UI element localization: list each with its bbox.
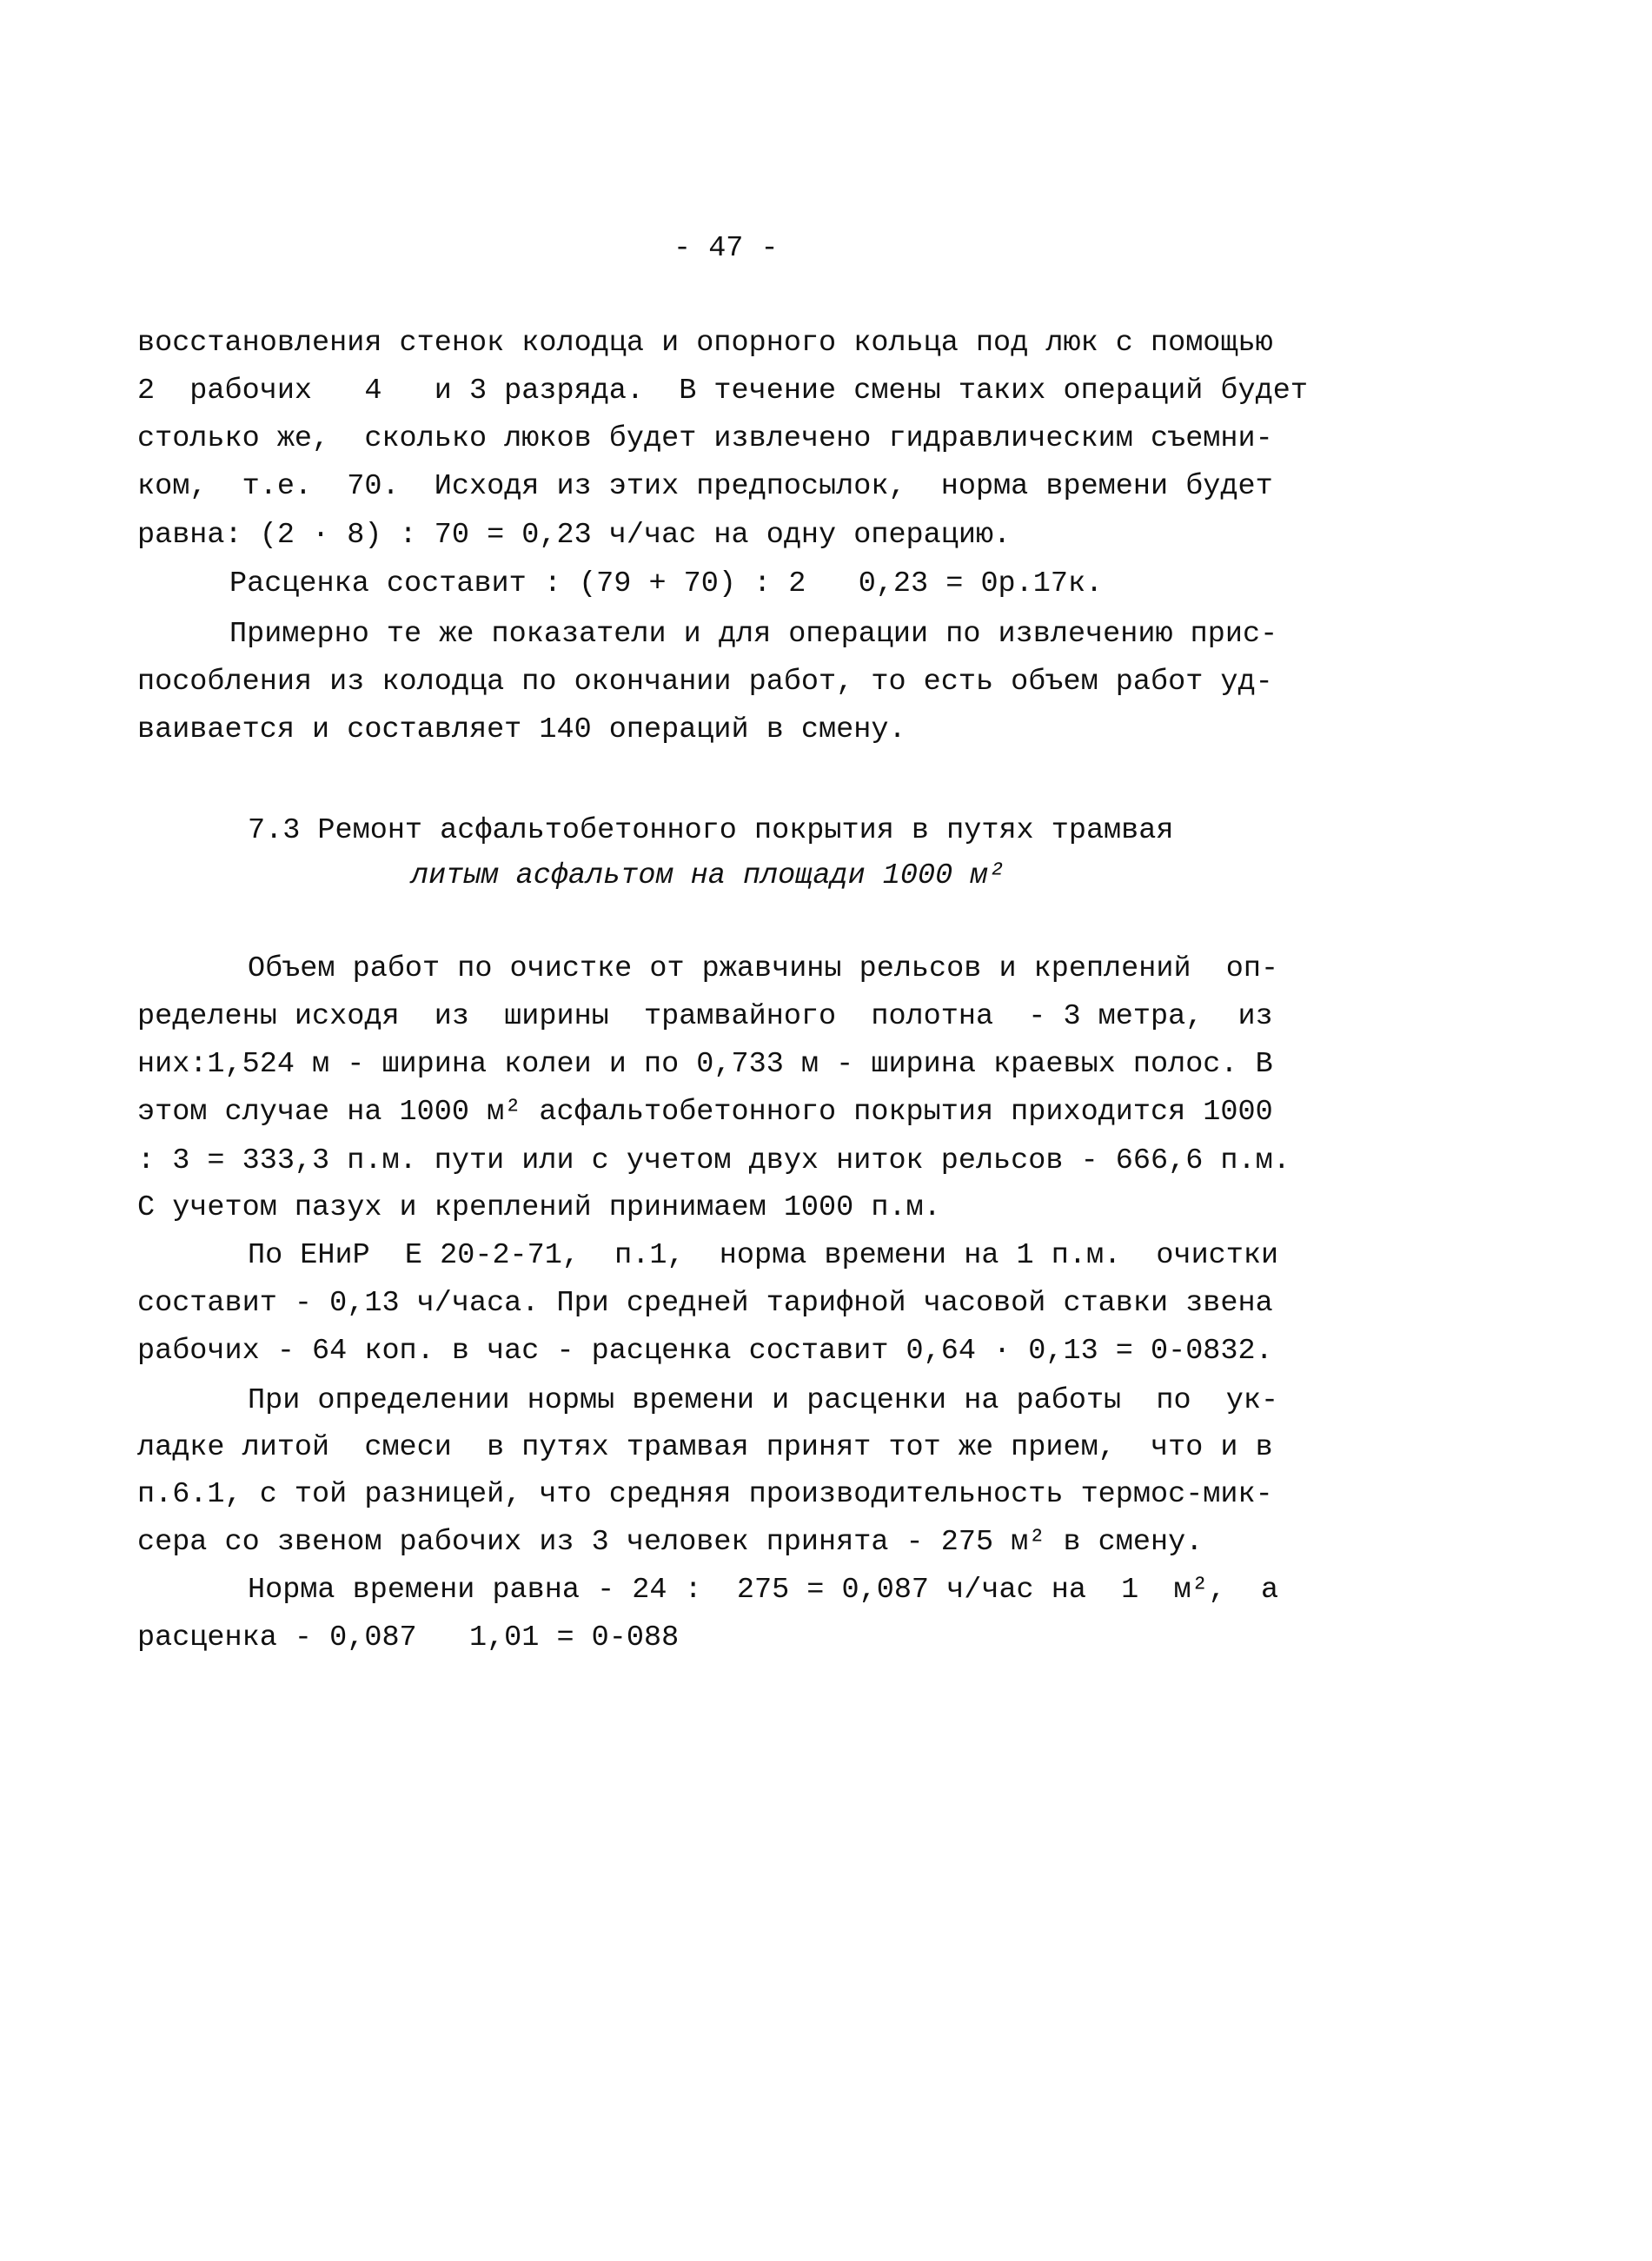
paragraph-1-line-4: ком, т.е. 70. Исходя из этих предпосылок, норма времени будет [137,470,1273,503]
paragraph-4-line-2: ределены исходя из ширины трамвайного полотна - 3 метра, из [137,1000,1273,1033]
page-number: - 47 - [673,232,779,265]
paragraph-7-line-1: Норма времени равна - 24 : 275 = 0,087 ч/час на 1 м², а [248,1574,1279,1607]
paragraph-4-line-1: Объем работ по очистке от ржавчины рельсов и креплений оп- [248,952,1279,985]
paragraph-1-line-5: равна: (2 · 8) : 70 = 0,23 ч/час на одну операцию. [137,519,1012,552]
paragraph-6-line-1: При определении нормы времени и расценки на работы по ук- [248,1384,1279,1417]
paragraph-6-line-3: п.6.1, с той разницей, что средняя производительность термос-мик- [137,1478,1273,1511]
paragraph-2: Расценка составит : (79 + 70) : 2 0,23 = 0р.17к. [229,567,1104,600]
paragraph-5-line-3: рабочих - 64 коп. в час - расценка составит 0,64 · 0,13 = 0-0832. [137,1335,1273,1368]
paragraph-5-line-1: По ЕНиР Е 20-2-71, п.1, норма времени на 1 п.м. очистки [248,1239,1279,1272]
section-heading-line-2: литым асфальтом на площади 1000 м² [411,859,1005,892]
paragraph-3-line-3: ваивается и составляет 140 операций в смену. [137,713,906,746]
paragraph-4-line-3: них:1,524 м - ширина колеи и по 0,733 м - ширина краевых полос. В [137,1048,1273,1081]
paragraph-3-line-1: Примерно те же показатели и для операции по извлечению прис- [229,618,1278,651]
paragraph-4-line-4: этом случае на 1000 м² асфальтобетонного покрытия приходится 1000 [137,1096,1273,1129]
paragraph-6-line-4: сера со звеном рабочих из 3 человек принята - 275 м² в смену. [137,1526,1204,1559]
paragraph-1-line-1: восстановления стенок колодца и опорного кольца под люк с помощью [137,327,1273,360]
paragraph-6-line-2: ладке литой смеси в путях трамвая принят тот же прием, что и в [137,1431,1273,1464]
section-heading-line-1: 7.3 Ремонт асфальтобетонного покрытия в путях трамвая [248,814,1174,847]
paragraph-3-line-2: пособления из колодца по окончании работ, то есть объем работ уд- [137,666,1273,699]
paragraph-1-line-3: столько же, сколько люков будет извлечено гидравлическим съемни- [137,422,1273,455]
paragraph-4-line-6: С учетом пазух и креплений принимаем 1000 п.м. [137,1191,941,1224]
paragraph-5-line-2: составит - 0,13 ч/часа. При средней тарифной часовой ставки звена [137,1287,1273,1320]
paragraph-7-line-2: расценка - 0,087 1,01 = 0-088 [137,1621,680,1654]
paragraph-4-line-5: : 3 = 333,3 п.м. пути или с учетом двух ниток рельсов - 666,6 п.м. [137,1144,1290,1177]
paragraph-1-line-2: 2 рабочих 4 и 3 разряда. В течение смены таких операций будет [137,375,1308,408]
